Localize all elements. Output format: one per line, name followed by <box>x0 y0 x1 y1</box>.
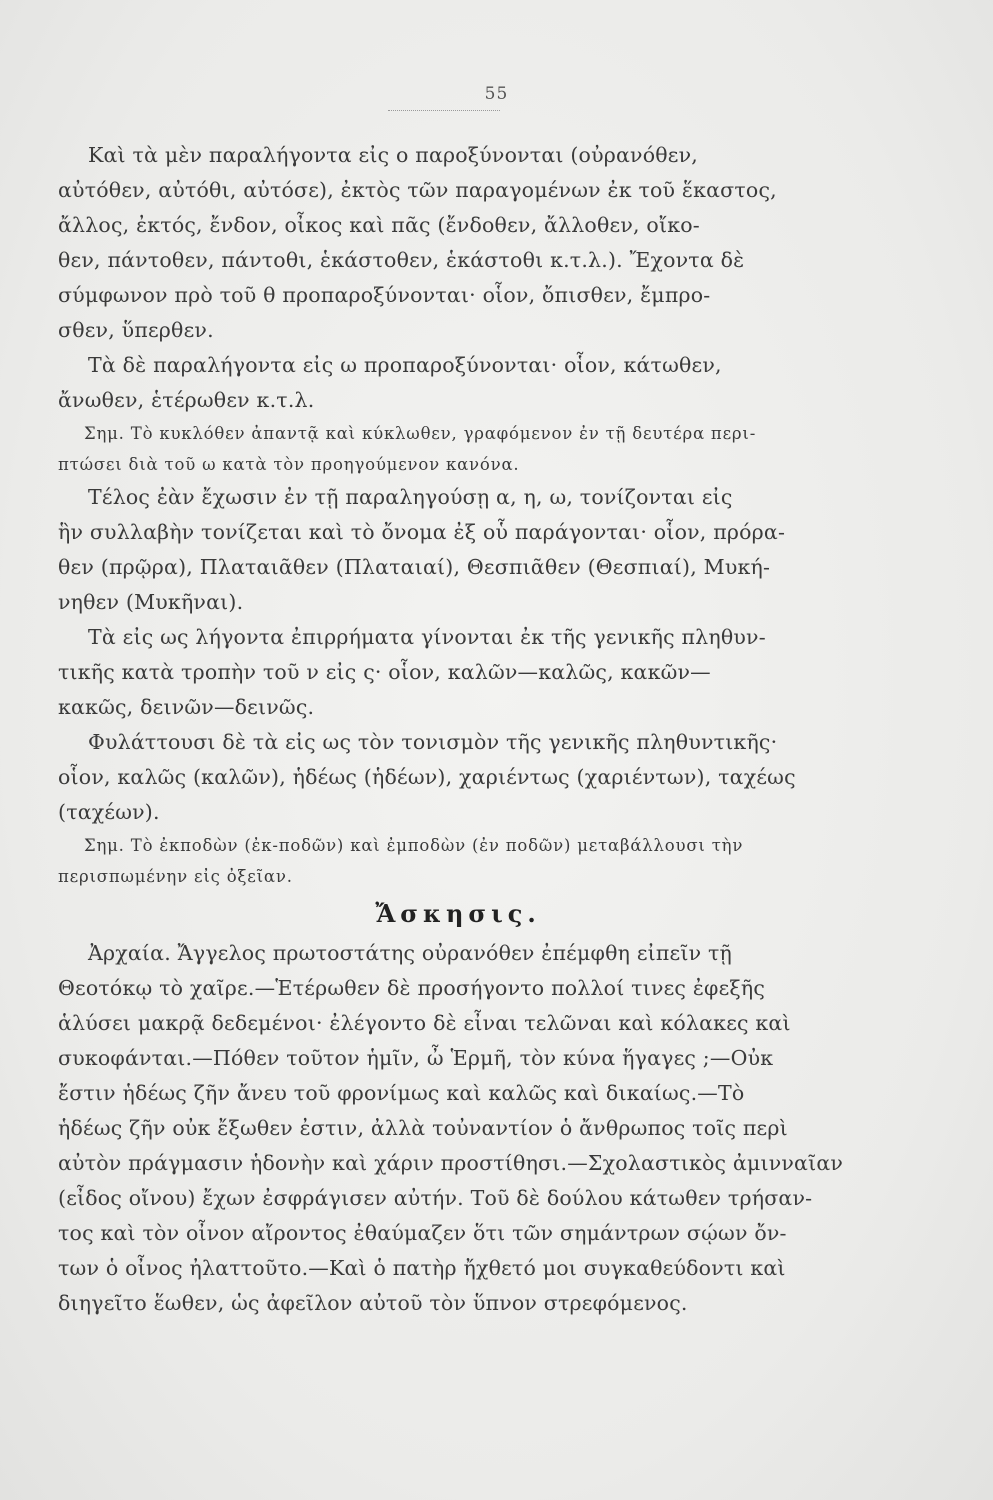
text-line: θεν (πρῷρα), Πλαταιᾶθεν (Πλαταιαί), Θεσπιᾶθεν (Θεσπιαί), Μυκή- <box>58 555 771 579</box>
text-line: ἁλύσει μακρᾷ δεδεμένοι· ἐλέγοντο δὲ εἶναι τελῶναι καὶ κόλακες καὶ <box>58 1011 791 1035</box>
text-line: σύμφωνον πρὸ τοῦ θ προπαροξύνονται· οἷον, ὄπισθεν, ἔμπρο- <box>58 283 711 307</box>
text-line: ἄνωθεν, ἑτέρωθεν κ.τ.λ. <box>58 388 315 412</box>
text-line: Τὰ εἰς ως λήγοντα ἐπιρρήματα γίνονται ἐκ τῆς γενικῆς πληθυν- <box>88 625 766 649</box>
note-line: Σημ. Τὸ κυκλόθεν ἀπαντᾷ καὶ κύκλωθεν, γραφόμενον ἐν τῇ δευτέρα περι- <box>84 424 757 443</box>
text-line: ἡδέως ζῆν οὐκ ἔξωθεν ἐστιν, ἀλλὰ τοὐναντίον ὁ ἄνθρωπος τοῖς περὶ <box>58 1116 788 1140</box>
text-line: θεν, πάντοθεν, πάντοθι, ἑκάστοθεν, ἑκάστοθι κ.τ.λ.). Ἔχοντα δὲ <box>58 248 745 272</box>
text-line: σθεν, ὕπερθεν. <box>58 318 214 342</box>
text-line: Θεοτόκῳ τὸ χαῖρε.—Ἑτέρωθεν δὲ προσήγοντο πολλοί τινες ἐφεξῆς <box>58 976 766 1000</box>
text-line: Τέλος ἐὰν ἔχωσιν ἐν τῇ παραληγούσῃ α, η, ω, τονίζονται εἰς <box>88 485 733 509</box>
text-line: τος καὶ τὸν οἶνον αἴροντος ἐθαύμαζεν ὅτι τῶν σημάντρων σῴων ὄν- <box>58 1221 787 1245</box>
text-line: ἔστιν ἡδέως ζῆν ἄνευ τοῦ φρονίμως καὶ καλῶς καὶ δικαίως.—Τὸ <box>58 1081 745 1105</box>
text-line: ἄλλος, ἐκτός, ἔνδον, οἶκος καὶ πᾶς (ἔνδοθεν, ἄλλοθεν, οἴκο- <box>58 213 700 237</box>
text-line: νηθεν (Μυκῆναι). <box>58 590 244 614</box>
text-line: Τὰ δὲ παραλήγοντα εἰς ω προπαροξύνονται· οἷον, κάτωθεν, <box>88 353 722 377</box>
text-line: οἷον, καλῶς (καλῶν), ἡδέως (ἡδέων), χαριέντως (χαριέντων), ταχέως <box>58 765 796 789</box>
text-line: αὐτόθεν, αὐτόθι, αὐτόσε), ἐκτὸς τῶν παραγομένων ἐκ τοῦ ἕκαστος, <box>58 178 777 202</box>
text-line: (ταχέων). <box>58 800 160 824</box>
text-line: ἣν συλλαβὴν τονίζεται καὶ τὸ ὄνομα ἐξ οὗ παράγονται· οἷον, πρόρα- <box>58 520 786 544</box>
page-text <box>58 138 858 1321</box>
text-line: τικῆς κατὰ τροπὴν τοῦ ν εἰς ς· οἷον, καλῶν—καλῶς, κακῶν— <box>58 660 711 684</box>
text-line: κακῶς, δεινῶν—δεινῶς. <box>58 695 315 719</box>
section-heading: Ἄσκησις. <box>375 899 541 928</box>
page-number-rule <box>388 110 500 111</box>
text-line: Φυλάττουσι δὲ τὰ εἰς ως τὸν τονισμὸν τῆς γενικῆς πληθυντικῆς· <box>88 730 778 754</box>
text-line: των ὁ οἶνος ἠλαττοῦτο.—Καὶ ὁ πατὴρ ἤχθετό μοι συγκαθεύδοντι καὶ <box>58 1256 786 1280</box>
note-line: Σημ. Τὸ ἐκποδὼν (ἐκ-ποδῶν) καὶ ἐμποδὼν (ἐν ποδῶν) μεταβάλλουσι τὴν <box>84 836 744 855</box>
page-number: 55 <box>484 84 509 104</box>
text-line: Ἀρχαία. Ἄγγελος πρωτοστάτης οὐρανόθεν ἐπέμφθη εἰπεῖν τῇ <box>88 941 733 965</box>
text-line: (εἶδος οἴνου) ἔχων ἐσφράγισεν αὐτήν. Τοῦ δὲ δούλου κάτωθεν τρήσαν- <box>58 1186 813 1210</box>
note-line: περισπωμένην εἰς ὀξεῖαν. <box>58 867 293 886</box>
text-line: συκοφάνται.—Πόθεν τοῦτον ἡμῖν, ὦ Ἑρμῆ, τὸν κύνα ἥγαγες ;—Οὐκ <box>58 1046 774 1070</box>
note-line: πτώσει διὰ τοῦ ω κατὰ τὸν προηγούμενον κανόνα. <box>58 455 520 474</box>
text-line: αὐτὸν πράγμασιν ἡδονὴν καὶ χάριν προστίθησι.—Σχολαστικὸς ἀμινναῖαν <box>58 1151 844 1175</box>
text-line: διηγεῖτο ἕωθεν, ὡς ἀφεῖλον αὐτοῦ τὸν ὕπνον στρεφόμενος. <box>58 1291 688 1315</box>
text-line: Καὶ τὰ μὲν παραλήγοντα εἰς ο παροξύνονται (οὐρανόθεν, <box>88 143 698 167</box>
